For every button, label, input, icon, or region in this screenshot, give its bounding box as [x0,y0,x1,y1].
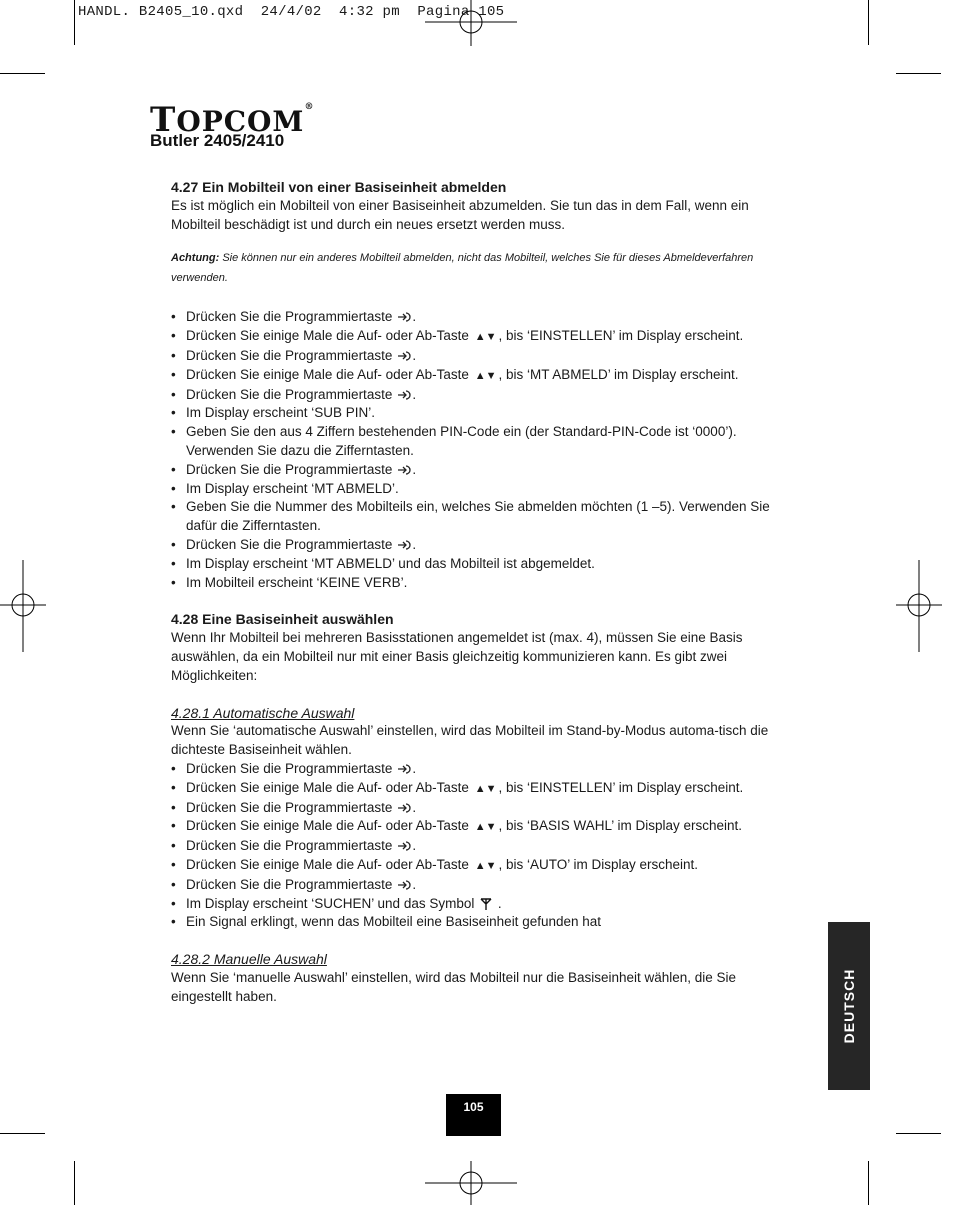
program-key-icon [396,350,412,362]
antenna-icon [480,897,492,911]
section-intro: Wenn Ihr Mobilteil bei mehreren Basisstationen angemeldet ist (max. 4), müssen Sie eine Basis auswählen, da ein Mobilteil nur mit einer Basis gleichzeitig kommunizieren kann. Es gibt zwei Möglichkeiten: [171,630,743,683]
crop-mark [74,1161,75,1205]
up-down-arrows-icon: ▲▼ [474,821,497,834]
language-tab-label: DEUTSCH [841,968,857,1044]
crop-mark [868,0,869,45]
subsection-title-4-28-1: 4.28.1 Automatische Auswahl [171,704,355,721]
crop-mark [868,1161,869,1205]
up-down-arrows-icon: ▲▼ [474,859,497,872]
program-key-icon [396,389,412,401]
crop-mark [896,73,941,74]
note-text: Sie können nur ein anderes Mobilteil abmelden, nicht das Mobilteil, welches Sie für dieses Abmeldeverfahren verwenden. [171,252,754,285]
list-item: • Drücken Sie die Programmiertaste . [171,837,791,856]
program-key-icon [396,879,412,891]
crop-mark [74,0,75,45]
list-item: • Drücken Sie einige Male die Auf- oder Ab-Taste ▲▼ , bis ‘BASIS WAHL’ im Display erscheint. [171,817,791,837]
up-down-arrows-icon: ▲▼ [474,331,497,344]
list-item: • Drücken Sie einige Male die Auf- oder Ab-Taste ▲▼ , bis ‘EINSTELLEN’ im Display erscheint. [171,327,791,347]
list-item: • Drücken Sie die Programmiertaste . [171,461,791,480]
print-slug: HANDL. B2405_10.qxd 24/4/02 4:32 pm Pagina 105 [78,4,505,20]
list-item: • Im Display erscheint ‘SUB PIN’. [171,404,791,423]
subsection-intro: Wenn Sie ‘automatische Auswahl’ einstellen, wird das Mobilteil im Stand-by-Modus automa-tisch die dichteste Basiseinheit wählen. [171,723,769,758]
topcom-logo: TOPCOM® [150,100,315,140]
page-content [171,178,791,1006]
crop-mark [896,1133,941,1134]
list-item: • Im Display erscheint ‘MT ABMELD’. [171,480,791,499]
list-item: • Drücken Sie die Programmiertaste . [171,760,791,779]
list-item: • Drücken Sie die Programmiertaste . [171,536,791,555]
section-intro: Es ist möglich ein Mobilteil von einer Basiseinheit abzumelden. Sie tun das in dem Fall, wenn ein Mobilteil beschädigt ist und durch ein neues ersetzt werden muss. [171,197,749,232]
list-item: • Ein Signal erklingt, wenn das Mobilteil eine Basiseinheit gefunden hat [171,913,791,932]
program-key-icon [396,763,412,775]
registration-mark-icon [0,560,46,652]
program-key-icon [396,840,412,852]
steps-list-4-28-1 [171,760,791,932]
list-item: • Drücken Sie einige Male die Auf- oder Ab-Taste ▲▼ , bis ‘MT ABMELD’ im Display erscheint. [171,366,791,386]
language-tab [828,922,870,1090]
list-item: • Drücken Sie einige Male die Auf- oder Ab-Taste ▲▼ , bis ‘EINSTELLEN’ im Display erscheint. [171,779,791,799]
list-item: • Im Display erscheint ‘SUCHEN’ und das Symbol . [171,895,791,914]
list-item: • Drücken Sie die Programmiertaste . [171,347,791,366]
program-key-icon [396,802,412,814]
list-item: • Drücken Sie die Programmiertaste . [171,308,791,327]
list-item: • Drücken Sie die Programmiertaste . [171,799,791,818]
list-item: • Drücken Sie einige Male die Auf- oder Ab-Taste ▲▼ , bis ‘AUTO’ im Display erscheint. [171,856,791,876]
note-label: Achtung: [171,252,220,265]
steps-list-4-27 [171,308,791,592]
subsection-title-4-28-2: 4.28.2 Manuelle Auswahl [171,951,327,968]
model-title: Butler 2405/2410 [150,131,285,150]
program-key-icon [396,464,412,476]
list-item: • Geben Sie die Nummer des Mobilteils ein, welches Sie abmelden möchten (1 –5). Verwenden Sie dafür die Zifferntasten. [171,498,791,536]
list-item: • Im Mobilteil erscheint ‘KEINE VERB’. [171,574,791,593]
list-item: • Drücken Sie die Programmiertaste . [171,876,791,895]
subsection-intro: Wenn Sie ‘manuelle Auswahl’ einstellen, wird das Mobilteil nur die Basiseinheit wählen, die Sie eingestellt haben. [171,969,737,1004]
up-down-arrows-icon: ▲▼ [474,369,497,382]
list-item: • Geben Sie den aus 4 Ziffern bestehenden PIN-Code ein (der Standard-PIN-Code ist ‘0000’). Verwenden Sie dazu die Zifferntasten. [171,423,791,461]
crop-mark [0,73,45,74]
section-title-4-27: 4.27 Ein Mobilteil von einer Basiseinheit abmelden [171,179,507,195]
page-number: 105 [446,1094,501,1136]
section-title-4-28: 4.28 Eine Basiseinheit auswählen [171,611,394,628]
list-item: • Im Display erscheint ‘MT ABMELD’ und das Mobilteil ist abgemeldet. [171,555,791,574]
list-item: • Drücken Sie die Programmiertaste . [171,386,791,405]
crop-mark [0,1133,45,1134]
program-key-icon [396,311,412,323]
warning-note [171,248,791,288]
registration-mark-icon [425,0,517,46]
registration-mark-icon [896,560,942,652]
up-down-arrows-icon: ▲▼ [474,782,497,795]
registration-mark-icon [425,1161,517,1205]
program-key-icon [396,539,412,551]
